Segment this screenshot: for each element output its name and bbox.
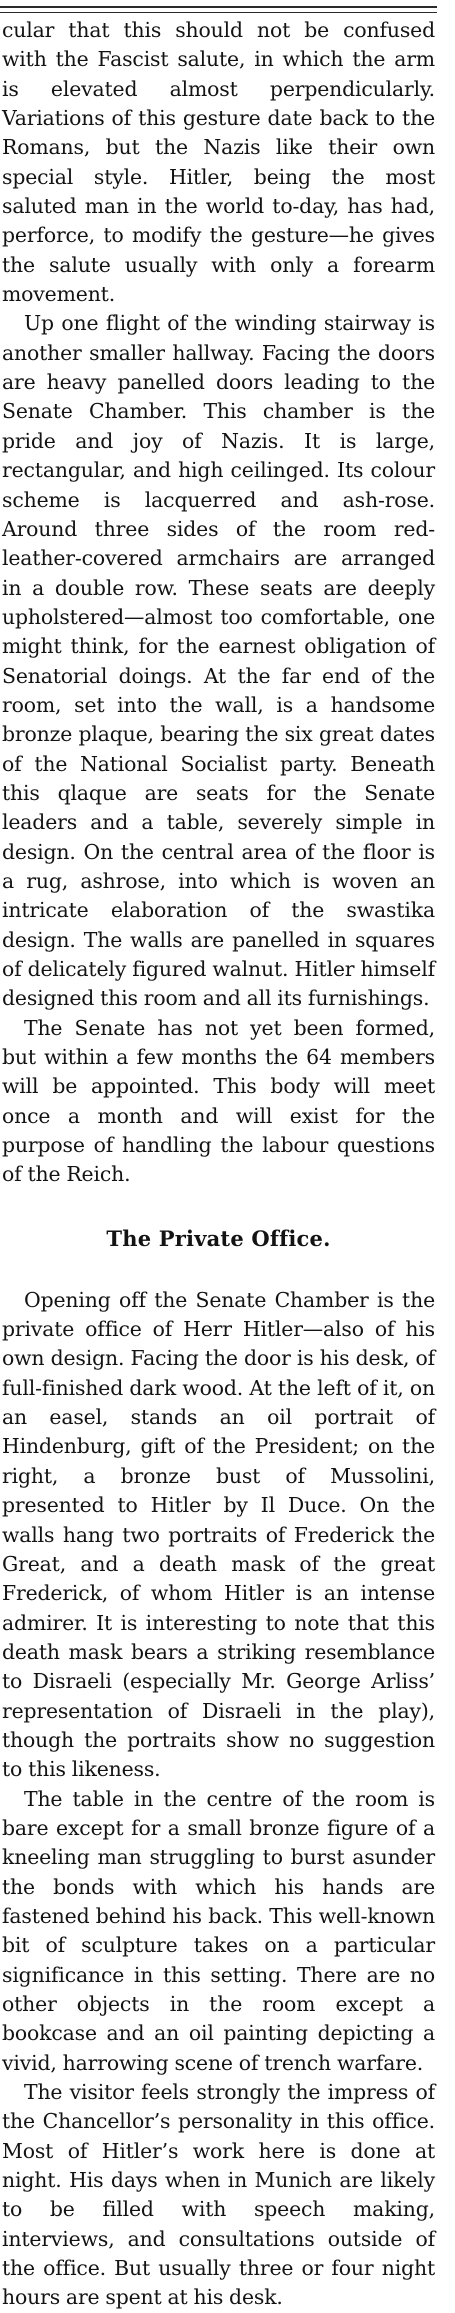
article-column bbox=[0, 16, 437, 2313]
paragraph-senate-formation: The Senate has not yet been formed, but within a few months the 64 members will be appointed. This body will meet once a month and will exist for the purpose of handling the labour questions of the Reich. bbox=[2, 1015, 435, 1187]
paragraph-private-office: Opening off the Senate Chamber is the private office of Herr Hitler—also of his own design. Facing the door is his desk, of full-finished dark wood. At the left of it, on an easel, stands an oil portrait of Hindenburg, gift of the President; on the right, a bronze bust of Mussolini, presented to Hitler by Il Duce. On the walls hang two portraits of Frederick the Great, and a death mask of the great Frederick, of whom Hitler is an intense admirer. It is interesting to note that this death mask bears a striking resemblance to Disraeli (especially Mr. George Arliss’ representation of Disraeli in the play), though the portraits show no suggestion to this likeness. bbox=[2, 1287, 435, 1782]
paragraph-senate-chamber: Up one flight of the winding stairway is another smaller hallway. Facing the doors are heavy panelled doors leading to the Senate Chamber. This chamber is the pride and joy of Nazis. It is large, rectangular, and high ceilinged. Its colour scheme is lacquerred and ash-rose. Around three sides of the room red-leather-covered armchairs are arranged in a double row. These seats are deeply upholstered—almost too comfortable, one might think, for the earnest obligation of Senatorial doings. At the far end of the room, set into the wall, is a handsome bronze plaque, bearing the six great dates of the National Socialist party. Beneath this qlaque are seats for the Senate leaders and a table, severely simple in design. On the central area of the floor is a rug, ashrose, into which is woven an intricate elaboration of the swastika design. The walls are panelled in squares of delicately figured walnut. Hitler himself designed this room and all its furnishings. bbox=[2, 311, 435, 1011]
top-rule-thin bbox=[0, 12, 437, 13]
paragraph-table-sculpture: The table in the centre of the room is bare except for a small bronze figure of a kneeling man struggling to burst asunder the bonds with which his hands are fastened behind his back. This well-known bit of sculpture takes on a particular significance in this setting. There are no other objects in the room except a bookcase and an oil painting depicting a vivid, harrowing scene of trench warfare. bbox=[2, 1786, 435, 2075]
paragraph-visitor-impression: The visitor feels strongly the impress of the Chancellor’s personality in this office. Most of Hitler’s work here is done at night. His days when in Munich are likely to be filled with speech making, interviews, and consultations outside of the office. But usually three or four night hours are spent at his desk. bbox=[2, 2080, 435, 2310]
subheading-private-office: The Private Office. bbox=[106, 1225, 331, 1251]
paragraph-salute: cular that this should not be confused with the Fascist salute, in which the arm is elevated almost perpendicularly. Variations of this gesture date back to the Romans, but the Nazis like their own special style. Hitler, being the most saluted man in the world to-day, has had, perforce, to modify the gesture—he gives the salute usually with only a forearm movement. bbox=[2, 18, 435, 307]
top-rule bbox=[0, 6, 437, 8]
